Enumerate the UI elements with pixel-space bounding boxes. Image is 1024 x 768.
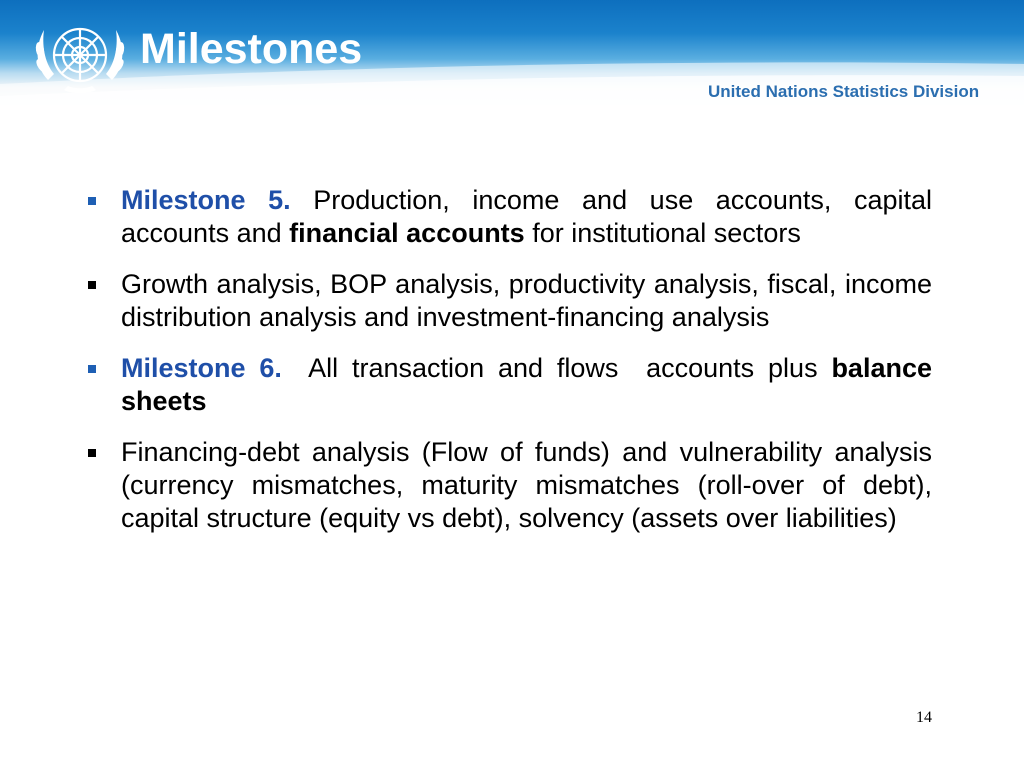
bullet-text: Production, income and use accounts, capital accounts and: [121, 185, 933, 248]
slide-header: [0, 0, 1024, 118]
bullet-item-milestone-5: [88, 184, 932, 250]
un-emblem-icon: [28, 10, 132, 100]
bullet-item-growth-analysis: [88, 268, 932, 334]
page-number: 14: [916, 709, 932, 726]
square-bullet-icon: [88, 197, 96, 205]
square-bullet-icon: [88, 449, 96, 457]
bullet-item-milestone-6: [88, 352, 932, 418]
milestone-heading: Milestone 6.: [121, 353, 282, 383]
bullet-text: All transaction and flows accounts plus: [281, 353, 832, 383]
bullet-text: for institutional sectors: [524, 218, 801, 248]
bullet-text: Growth analysis, BOP analysis, productivity analysis, fiscal, income distribution analysis and investment-financing analysis: [121, 269, 932, 332]
bullet-text: Financing-debt analysis (Flow of funds) and vulnerability analysis (currency mismatches, maturity mismatches (roll-over of debt), capital structure (equity vs debt), solvency (assets over liabilities): [121, 437, 932, 533]
square-bullet-icon: [88, 365, 96, 373]
slide-title: Milestones: [140, 25, 363, 73]
bullet-bold-text: financial accounts: [289, 218, 525, 248]
bullet-item-financing-debt: [88, 436, 932, 535]
bullet-list: [88, 184, 932, 553]
organization-name: United Nations Statistics Division: [708, 82, 980, 101]
bullet-bold-text: balance sheets: [121, 353, 932, 416]
square-bullet-icon: [88, 281, 96, 289]
milestone-heading: Milestone 5.: [121, 185, 291, 215]
